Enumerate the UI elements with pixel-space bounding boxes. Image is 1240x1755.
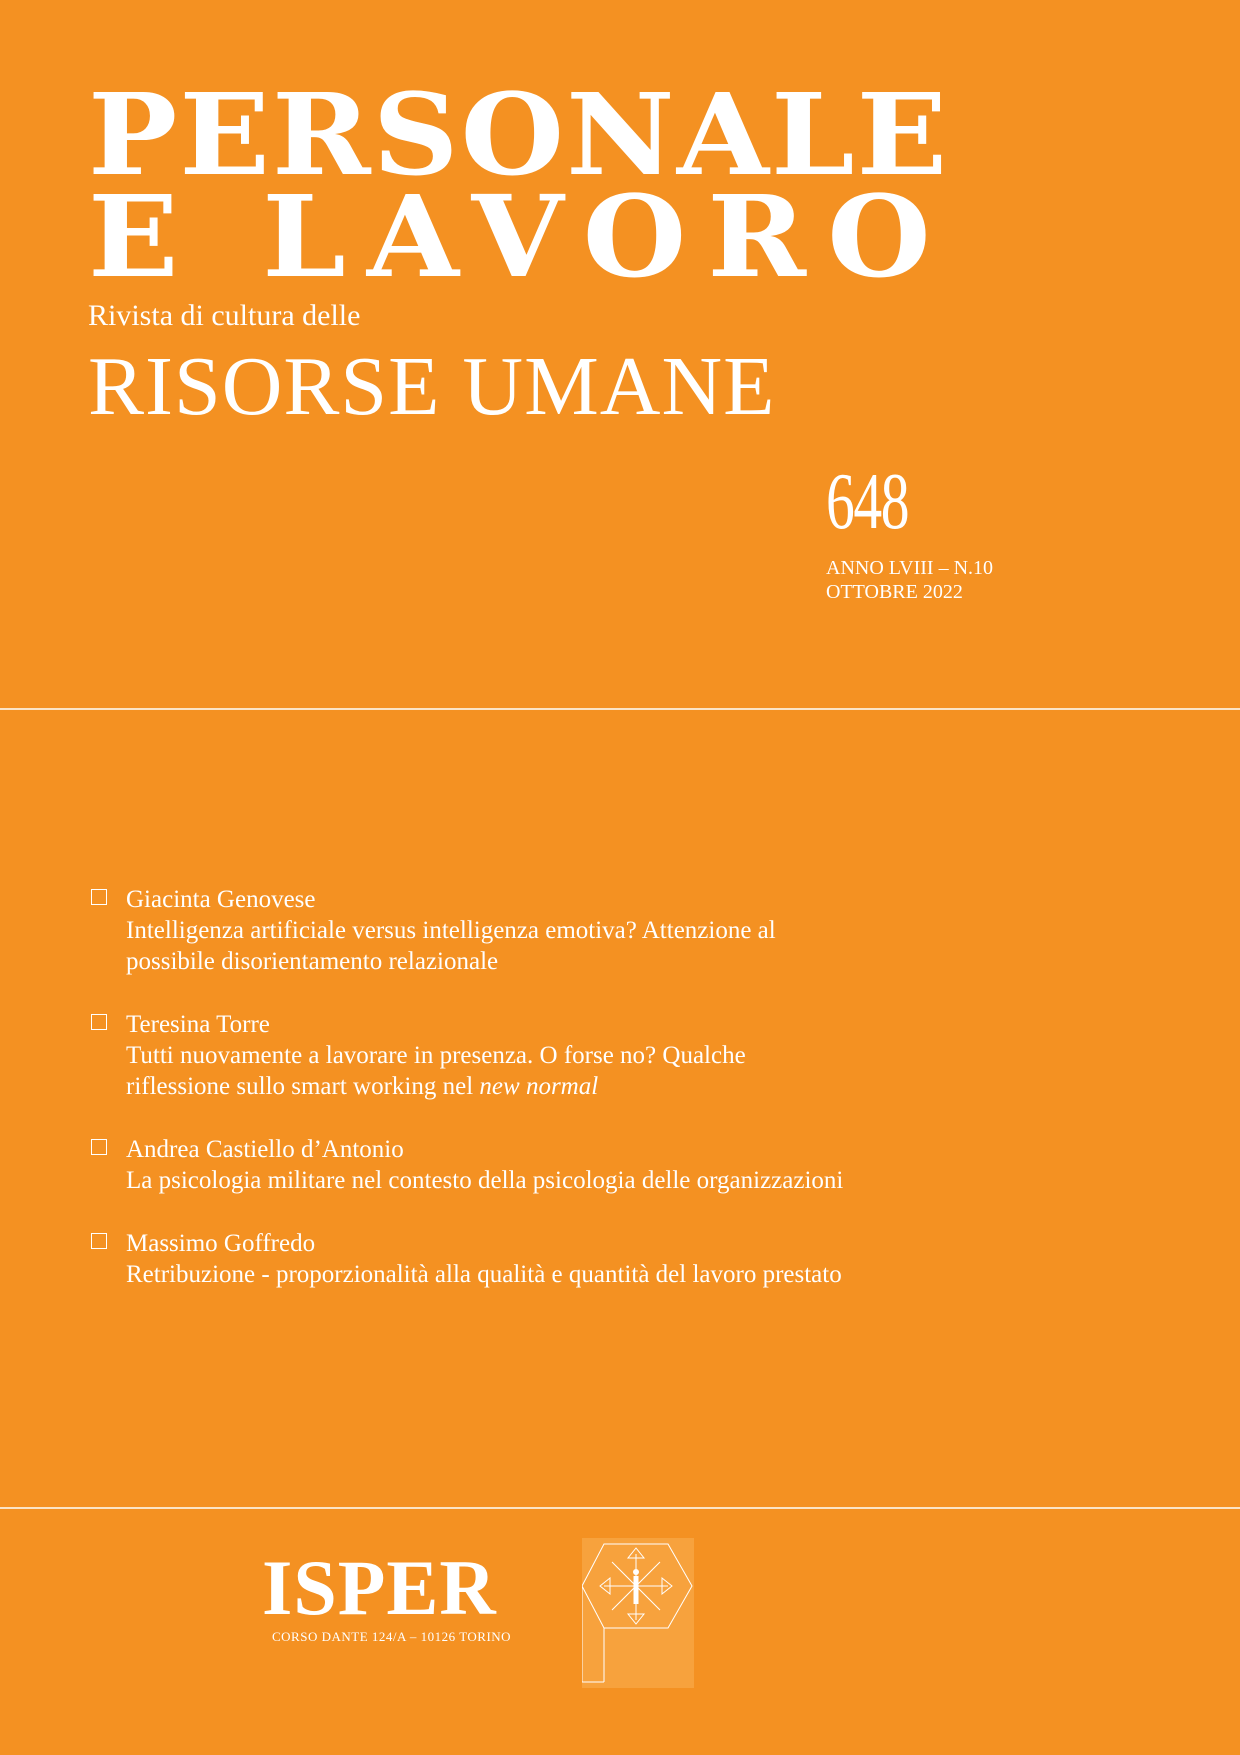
article-author: Massimo Goffredo	[126, 1230, 316, 1257]
checkbox-icon	[91, 1233, 107, 1249]
publisher-name: ISPER	[262, 1544, 497, 1631]
article-title: La psicologia militare nel contesto della psicologia delle organizzazioni	[126, 1167, 844, 1194]
journal-title-line-1: PERSONALE	[88, 70, 950, 201]
article-item	[88, 1009, 848, 1102]
checkbox-icon	[91, 889, 107, 905]
isper-logo-icon	[582, 1538, 694, 1688]
isper-logo-graphic	[582, 1538, 694, 1688]
issue-year-number: ANNO LVIII – N.10	[826, 557, 994, 579]
journal-subject: RISORSE UMANE	[88, 340, 776, 433]
checkbox-icon	[91, 1139, 107, 1155]
article-title	[126, 1040, 848, 1102]
logo-outline	[582, 1544, 692, 1682]
publisher-address: CORSO DANTE 124/A – 10126 TORINO	[272, 1629, 512, 1644]
article-title: Retribuzione - proporzionalità alla qualità e quantità del lavoro prestato	[126, 1261, 842, 1288]
checkbox-icon	[91, 1014, 107, 1030]
article-author: Teresina Torre	[126, 1011, 270, 1038]
issue-number: 648	[826, 458, 909, 546]
article-title: Intelligenza artificiale versus intelligenza emotiva? Attenzione al possibile disorientamento relazionale	[126, 917, 776, 975]
article-item	[88, 1134, 848, 1196]
journal-subtitle: Rivista di cultura delle	[88, 299, 361, 332]
article-title-text: Tutti nuovamente a lavorare in presenza. O forse no? Qualche riflessione sullo smart working nel	[126, 1042, 746, 1100]
article-title-italic: new normal	[479, 1073, 599, 1100]
divider-top	[0, 708, 1240, 710]
divider-bottom	[0, 1507, 1240, 1509]
article-author: Giacinta Genovese	[126, 886, 316, 913]
article-author: Andrea Castiello d’Antonio	[126, 1136, 404, 1163]
journal-title	[88, 70, 952, 303]
article-list	[88, 884, 848, 1322]
article-item	[88, 1228, 848, 1290]
issue-date: OTTOBRE 2022	[826, 581, 963, 603]
issue-details	[826, 556, 993, 604]
article-item	[88, 884, 848, 977]
journal-title-line-2: E LAVORO	[88, 172, 952, 303]
